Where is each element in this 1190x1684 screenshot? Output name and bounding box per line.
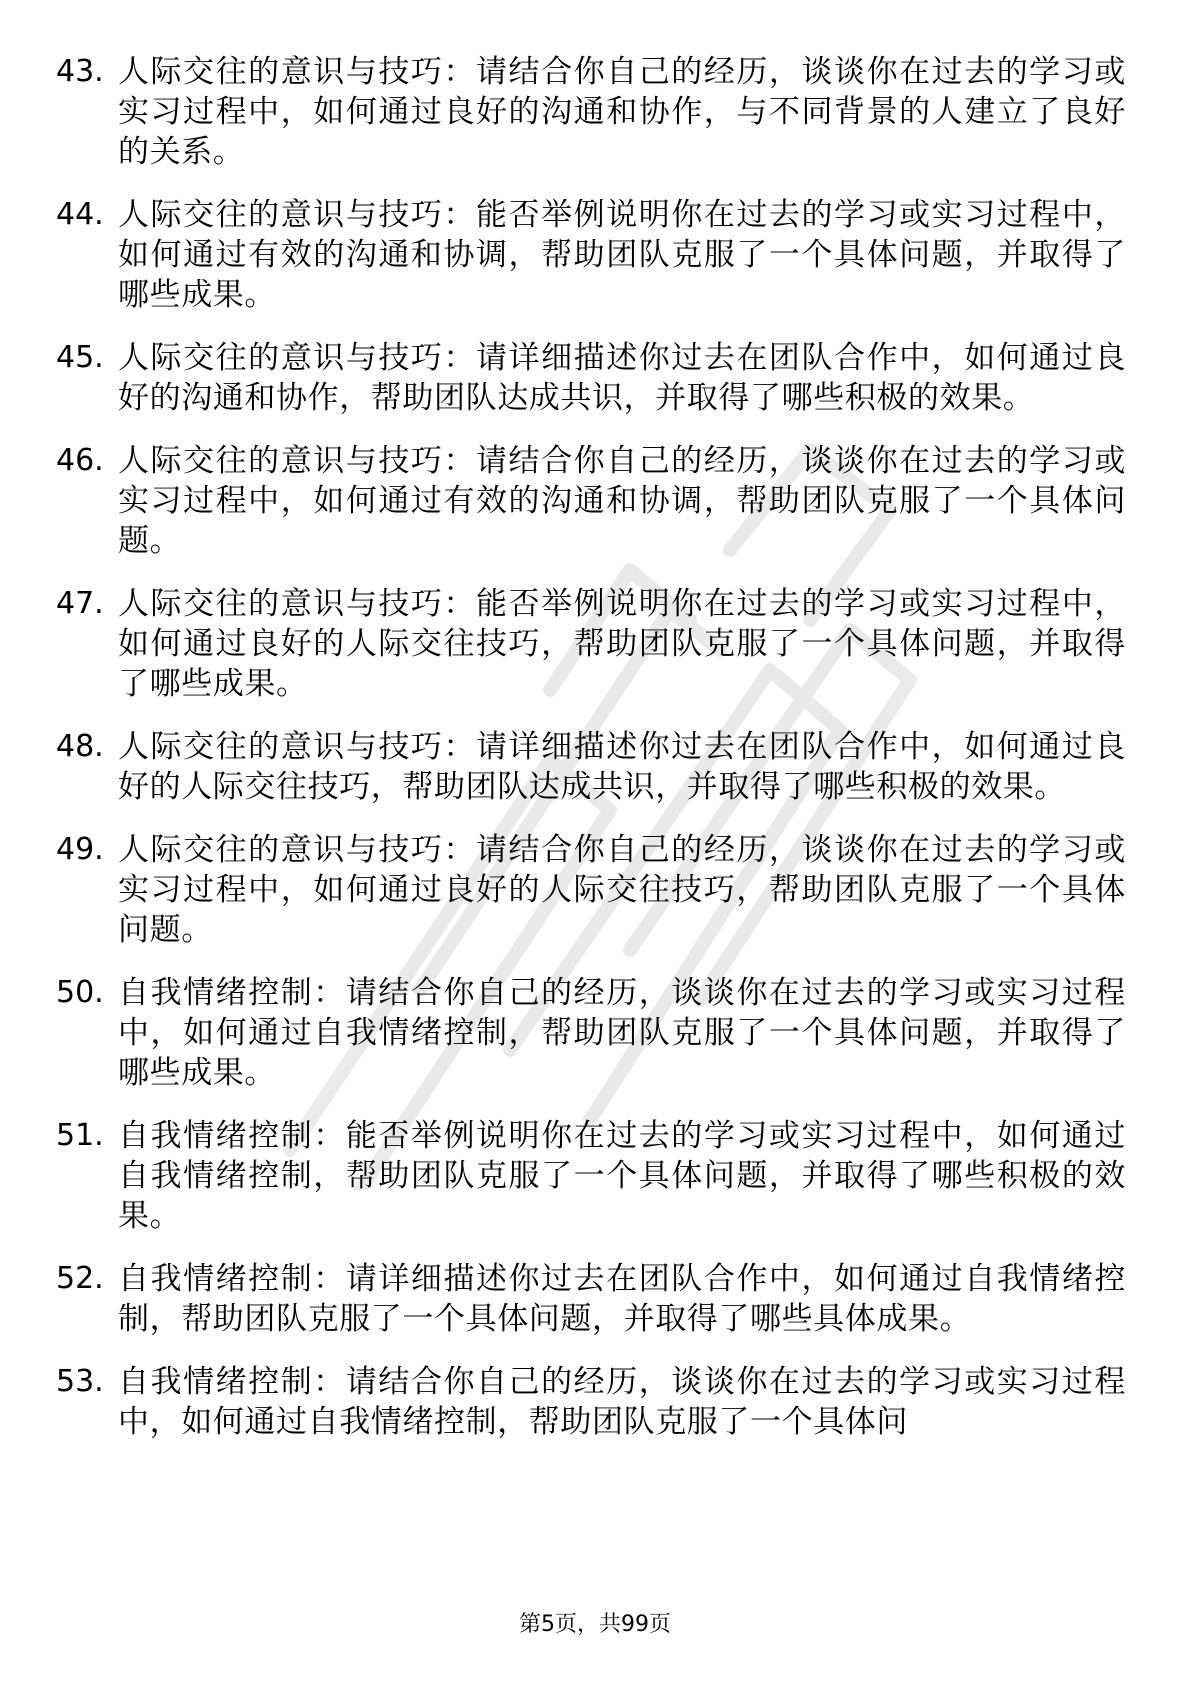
- question-list: [56, 52, 1126, 1465]
- question-text: 人际交往的意识与技巧：能否举例说明你在过去的学习或实习过程中，如何通过良好的人际交往技巧，帮助团队克服了一个具体问题，并取得了哪些成果。: [118, 586, 1126, 702]
- question-item: [56, 441, 1126, 561]
- question-text: 自我情绪控制：请结合你自己的经历，谈谈你在过去的学习或实习过程中，如何通过自我情绪控制，帮助团队克服了一个具体问: [118, 1364, 1126, 1440]
- question-item: [56, 973, 1126, 1093]
- question-text: 自我情绪控制：请详细描述你过去在团队合作中，如何通过自我情绪控制，帮助团队克服了一个具体问题，并取得了哪些具体成果。: [118, 1261, 1126, 1337]
- question-text: 人际交往的意识与技巧：请详细描述你过去在团队合作中，如何通过良好的沟通和协作，帮助团队达成共识，并取得了哪些积极的效果。: [118, 340, 1126, 416]
- question-text: 人际交往的意识与技巧：能否举例说明你在过去的学习或实习过程中，如何通过有效的沟通和协调，帮助团队克服了一个具体问题，并取得了哪些成果。: [118, 197, 1126, 313]
- question-item: [56, 1259, 1126, 1339]
- question-number: 44.: [56, 197, 104, 232]
- question-item: [56, 1362, 1126, 1442]
- question-number: 48.: [56, 729, 104, 764]
- question-item: [56, 195, 1126, 315]
- question-text: 人际交往的意识与技巧：请结合你自己的经历，谈谈你在过去的学习或实习过程中，如何通过良好的人际交往技巧，帮助团队克服了一个具体问题。: [118, 832, 1126, 948]
- question-text: 人际交往的意识与技巧：请结合你自己的经历，谈谈你在过去的学习或实习过程中，如何通过良好的沟通和协作，与不同背景的人建立了良好的关系。: [118, 54, 1126, 170]
- question-item: [56, 727, 1126, 807]
- question-item: [56, 584, 1126, 704]
- question-number: 50.: [56, 975, 104, 1010]
- question-number: 47.: [56, 586, 104, 621]
- question-text: 自我情绪控制：请结合你自己的经历，谈谈你在过去的学习或实习过程中，如何通过自我情绪控制，帮助团队克服了一个具体问题，并取得了哪些成果。: [118, 975, 1126, 1091]
- page-footer: 第5页，共99页: [519, 1612, 671, 1637]
- question-number: 43.: [56, 54, 104, 89]
- question-item: [56, 338, 1126, 418]
- question-text: 自我情绪控制：能否举例说明你在过去的学习或实习过程中，如何通过自我情绪控制，帮助团队克服了一个具体问题，并取得了哪些积极的效果。: [118, 1118, 1126, 1234]
- question-text: 人际交往的意识与技巧：请结合你自己的经历，谈谈你在过去的学习或实习过程中，如何通过有效的沟通和协调，帮助团队克服了一个具体问题。: [118, 443, 1126, 559]
- question-item: [56, 830, 1126, 950]
- question-number: 53.: [56, 1364, 104, 1399]
- question-item: [56, 52, 1126, 172]
- question-number: 46.: [56, 443, 104, 478]
- question-text: 人际交往的意识与技巧：请详细描述你过去在团队合作中，如何通过良好的人际交往技巧，帮助团队达成共识，并取得了哪些积极的效果。: [118, 729, 1126, 805]
- question-number: 51.: [56, 1118, 104, 1153]
- question-number: 49.: [56, 832, 104, 867]
- question-item: [56, 1116, 1126, 1236]
- question-number: 52.: [56, 1261, 104, 1296]
- question-number: 45.: [56, 340, 104, 375]
